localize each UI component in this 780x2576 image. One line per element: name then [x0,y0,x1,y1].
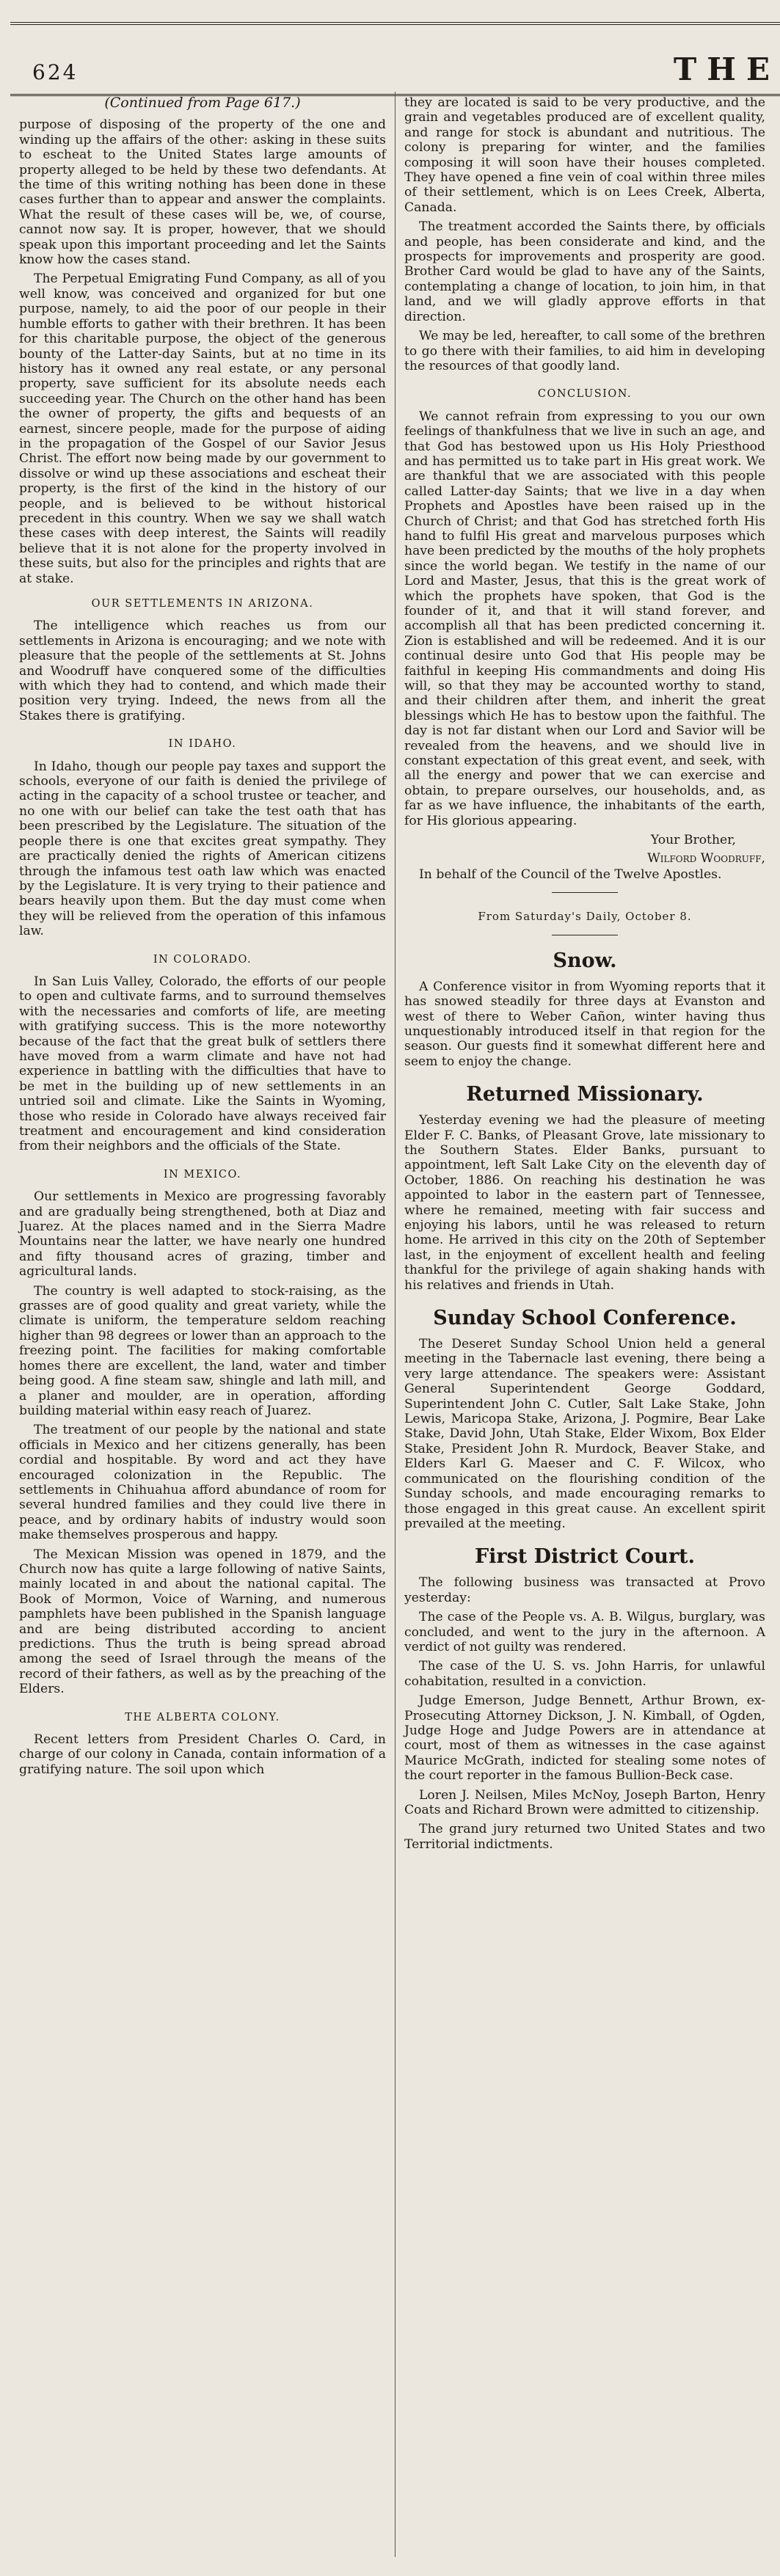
paragraph: Our settlements in Mexico are progressing favorably and are gradually being strengthened, both at Diaz and Juarez. At the places named and in the Sierra Madre Mountains near the latter, we have nearly one hundred and fifty thousand acres of grazing, timber and agricultural lands. [19,1189,386,1280]
running-title: THE [674,51,780,87]
paragraph: In San Luis Valley, Colorado, the efforts of our people to open and cultivate farms, and to surround themselves with the necessaries and comforts of life, are meeting with gratifying success. This is the more noteworthy because of the fact that the great bulk of settlers there have moved from a warm climate and have not had experience in battling with the difficulties that have to be met in the building up of new settlements in an untried soil and climate. Like the Saints in Wyoming, those who reside in Colorado have always received fair treatment and encouragement and kind consideration from their neighbors and the officials of the State. [19,974,386,1154]
signature-name: Wilford Woodruff, [647,850,765,866]
paragraph: The treatment of our people by the national and state officials in Mexico and her citizens generally, has been cordial and hospitable. By word and act they have encouraged colonization in the Republic. The settlements in Chihuahua afford abundance of room for several hundred families and they could live there in peace, and by ordinary habits of industry would soon make themselves prosperous and happy. [19,1423,386,1543]
column-divider [395,92,396,2557]
paragraph: The Mexican Mission was opened in 1879, and the Church now has quite a large following of native Saints, mainly located in and about the national capital. The Book of Mormon, Voice of Warning, and numerous pamphlets have been published in the Spanish language and are being distributed according to ancient predictions. Thus the truth is being spread abroad among the seed of Israel through the means of the record of their fathers, as well as by the preaching of the Elders. [19,1547,386,1697]
paragraph: A Conference visitor in from Wyoming reports that it has snowed steadily for three days at Evanston and west of there to Weber Cañon, winter having thus unquestionably introduced itself in that region for the season. Our guests find it somewhat different here and seem to enjoy the change. [404,979,765,1069]
continued-from: (Continued from Page 617.) [104,95,301,111]
paragraph: In Idaho, though our people pay taxes and support the schools, everyone of our faith is denied the privilege of acting in the capacity of a school trustee or teacher, and no one with our belief can take the test oath that has been prescribed by the Legislature. The situation of the people there is one that excites great sympathy. They are practically denied the rights of American citizens through the infamous test oath law which was enacted by the Legislature. It is very trying to their patience and bears heavily upon them. But the day must come when they will be relieved from the operation of this infamous law. [19,759,386,939]
right-column [404,95,765,1856]
paragraph: The case of the U. S. vs. John Harris, for unlawful cohabitation, resulted in a conviction. [404,1659,765,1689]
paragraph: Yesterday evening we had the pleasure of meeting Elder F. C. Banks, of Pleasant Grove, late missionary to the Southern States. Elder Banks, pursuant to appointment, left Salt Lake City on the eleventh day of October, 1886. On reaching his destination he was appointed to labor in the eastern part of Tennessee, where he remained, meeting with fair success and enjoying his labors, until he was released to return home. He arrived in this city on the 20th of September last, in the enjoyment of excellent health and feeling thankful for the privilege of again shaking hands with his relatives and friends in Utah. [404,1113,765,1293]
headline-district-court: First District Court. [474,1545,696,1569]
paragraph: purpose of disposing of the property of the one and winding up the affairs of the other: asking in these suits to escheat to the United States large amounts of property alleged to be held by these two defendants. At the time of this writing nothing has been done in these cases further than to appear and answer the complaints. What the result of these cases will be, we, of course, cannot now say. It is proper, however, that we should speak upon this important proceeding and let the Saints know how the cases stand. [19,117,386,268]
signature-close: Your Brother, [650,833,736,848]
paragraph: The intelligence which reaches us from our settlements in Arizona is encouraging; and we note with pleasure that the people of the settlements at St. Johns and Woodruff have conquered some of the difficulties with which they had to contend, and which made their position very trying. Indeed, the news from all the Stakes there is gratifying. [19,619,386,723]
masthead [10,22,780,87]
paragraph: The case of the People vs. A. B. Wilgus, burglary, was concluded, and went to the jury in the afternoon. A verdict of not guilty was rendered. [404,1610,765,1654]
headline-sunday-school: Sunday School Conference. [433,1307,737,1330]
section-heading-mexico: IN MEXICO. [163,1168,242,1181]
paragraph: Recent letters from President Charles O. Card, in charge of our colony in Canada, contain information of a gratifying nature. The soil upon which [19,1732,386,1777]
section-heading-conclusion: CONCLUSION. [537,388,633,401]
paragraph: Loren J. Neilsen, Miles McNoy, Joseph Barton, Henry Coats and Richard Brown were admitted to citizenship. [404,1787,765,1817]
top-rule [10,22,780,25]
section-heading-alberta: THE ALBERTA COLONY. [125,1711,280,1723]
section-heading-colorado: IN COLORADO. [153,953,252,966]
page-number: 624 [32,60,79,84]
paragraph: The following business was transacted at Provo yesterday: [404,1575,765,1605]
signature-line: In behalf of the Council of the Twelve Apostles. [419,866,722,882]
paragraph: The Perpetual Emigrating Fund Company, as all of you well know, was conceived and organized for but one purpose, namely, to aid the poor of our people in their humble efforts to gather with their brethren. It has been for this charitable purpose, the object of the generous bounty of the Latter-day Saints, but at no time in its history has it owned any real estate, or any personal property, save sufficient for its absolute needs each succeeding year. The Church on the other hand has been the owner of property, the gifts and bequests of an earnest, sincere people, made for the purpose of aiding in the propagation of the Gospel of our Savior Jesus Christ. The effort now being made by our government to dissolve or wind up these associations and escheat their property, is the first of the kind in the history of our people, and is believed to be without historical precedent in this country. When we say we shall watch these cases with deep interest, the Saints will readily believe that it is not alone for the property involved in these suits, but also for the principles and rights that are at stake. [19,271,386,586]
paragraph: We may be led, hereafter, to call some of the brethren to go there with their families, to aid him in developing the resources of that goodly land. [404,329,765,373]
paragraph: We cannot refrain from expressing to you our own feelings of thankfulness that we live in such an age, and that God has bestowed upon us His Holy Priesthood and has permitted us to take part in His great work. We are thankful that we are associated with this people called Latter-day Saints; that we live in a day when Prophets and Apostles have been raised up in the Church of Christ; and that God has stretched forth His hand to fulfil His great and marvelous purposes which have been predicted by the mouths of the holy prophets since the world began. We testify in the name of our Lord and Master, Jesus, that this is the great work of which the prophets have spoken, that God is the founder of it, and that it will stand forever, and accomplish all that has been predicted concerning it. Zion is established and will be redeemed. And it is our continual desire unto God that His people may be faithful in keeping His commandments and doing His will, so that they may be accounted worthy to stand, and their children after them, and inherit the great blessings which He has to bestow upon the faithful. The day is not far distant when our Lord and Savior will be revealed from the heavens, and we should live in constant expectation of this great event, and seek, with all the energy and power that we can exercise and obtain, to prepare ourselves, our households, and, as far as we have influence, the inhabitants of the earth, for His glorious appearing. [404,409,765,828]
section-heading-idaho: IN IDAHO. [168,738,237,751]
paragraph: The grand jury returned two United States and two Territorial indictments. [404,1822,765,1852]
section-heading-arizona: OUR SETTLEMENTS IN ARIZONA. [91,598,314,610]
paragraph: The country is well adapted to stock-raising, as the grasses are of good quality and great variety, while the climate is uniform, the temperature seldom reaching higher than 98 degrees or lower than an approach to the freezing point. The facilities for making comfortable homes there are excellent, the land, water and timber being good. A fine steam saw, shingle and lath mill, and a planer and moulder, are in operation, affording building material within easy reach of Juarez. [19,1283,386,1418]
headline-snow: Snow. [553,949,617,972]
dateline: From Saturday's Daily, October 8. [478,910,692,924]
headline-returned-missionary: Returned Missionary. [466,1083,704,1106]
paragraph: they are located is said to be very productive, and the grain and vegetables produced are of excellent quality, and range for stock is abundant and nutritious. The colony is preparing for winter, and the families composing it will soon have their houses completed. They have opened a fine vein of coal within three miles of their settlement, which is on Lees Creek, Alberta, Canada. [404,95,765,215]
paragraph: Judge Emerson, Judge Bennett, Arthur Brown, ex-Prosecuting Attorney Dickson, J. N. Kimball, of Ogden, Judge Hoge and Judge Powers are in attendance at court, most of them as witnesses in the case against Maurice McGrath, indicted for stealing some notes of the court reporter in the famous Bullion-Beck case. [404,1693,765,1784]
left-column [19,95,386,1781]
paragraph: The treatment accorded the Saints there, by officials and people, has been considerate and kind, and the prospects for improvements and prosperity are good. Brother Card would be glad to have any of the Saints, contemplating a change of location, to join him, in that land, and we will gladly approve efforts in that direction. [404,219,765,324]
paragraph: The Deseret Sunday School Union held a general meeting in the Tabernacle last evening, there being a very large attendance. The speakers were: Assistant General Superintendent George Goddard, Superintendent John C. Cutler, Salt Lake Stake, John Lewis, Maricopa Stake, Arizona, J. Pogmire, Bear Lake Stake, David John, Utah Stake, Elder Wixom, Box Elder Stake, President John R. Murdock, Beaver Stake, and Elders Karl G. Maeser and C. F. Wilcox, who communicated on the flourishing condition of the Sunday schools, and made encouraging remarks to those engaged in this great cause. An excellent spirit prevailed at the meeting. [404,1337,765,1531]
divider [552,892,618,893]
